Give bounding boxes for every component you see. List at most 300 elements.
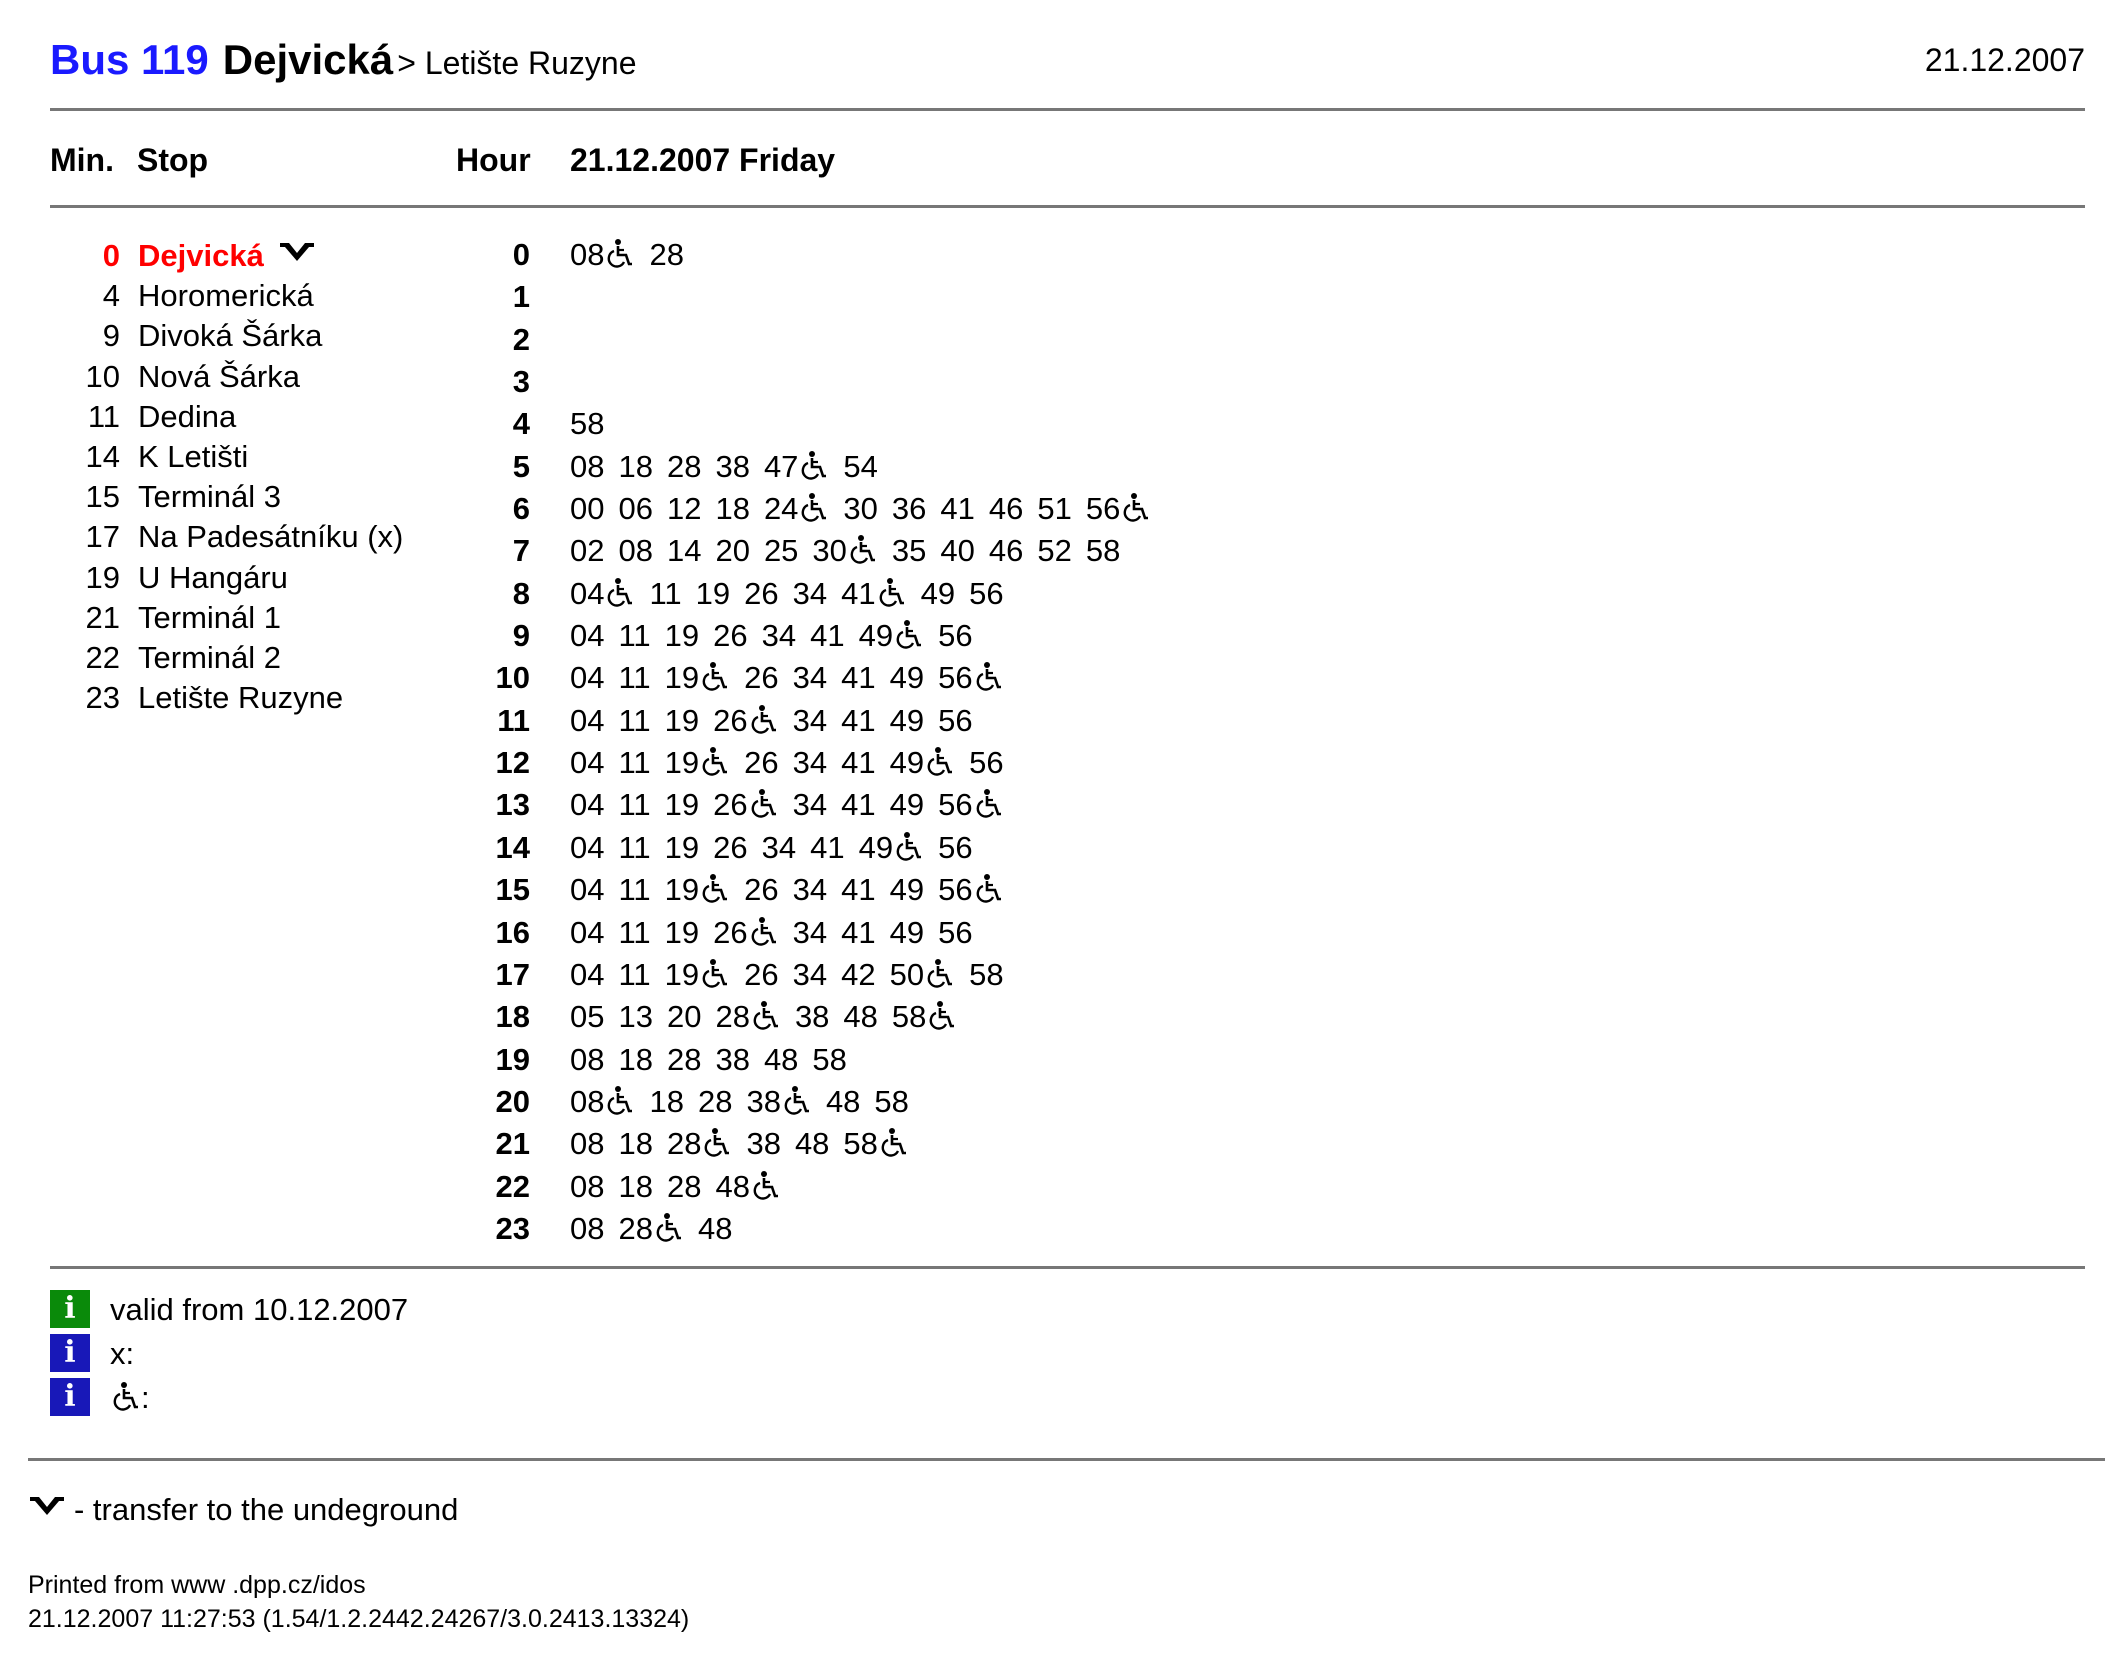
departure bbox=[1086, 488, 1151, 530]
departure-minutes bbox=[570, 1166, 795, 1208]
departure bbox=[570, 488, 604, 530]
departure bbox=[618, 1123, 652, 1165]
departure bbox=[843, 1123, 908, 1165]
departure-minute: 28 bbox=[649, 237, 684, 272]
stop-minutes: 23 bbox=[85, 680, 120, 716]
stop-name-text: Nová Šárka bbox=[138, 358, 300, 394]
departure bbox=[570, 446, 604, 488]
departure-minute: 38 bbox=[746, 1083, 781, 1119]
departure bbox=[841, 954, 875, 996]
wheelchair-icon bbox=[654, 1212, 684, 1244]
departure bbox=[841, 869, 875, 911]
departure bbox=[890, 912, 924, 954]
departure bbox=[713, 700, 778, 742]
hour-row bbox=[430, 361, 1930, 403]
departure-minute: 08 bbox=[618, 533, 653, 569]
hour-row bbox=[430, 1208, 1930, 1250]
departure bbox=[665, 615, 699, 657]
departure bbox=[921, 573, 955, 615]
departure bbox=[843, 996, 877, 1038]
departure bbox=[841, 912, 875, 954]
hour-row bbox=[430, 784, 1930, 826]
stop-minutes: 21 bbox=[85, 599, 120, 635]
departure-minute: 24 bbox=[763, 491, 799, 527]
hour-value: 23 bbox=[495, 1210, 530, 1246]
from-stop: Dejvická bbox=[222, 36, 394, 83]
departure-minute: 41 bbox=[841, 745, 876, 781]
departure bbox=[938, 912, 972, 954]
hour-row bbox=[430, 869, 1930, 911]
wheelchair-icon bbox=[925, 958, 955, 990]
departure bbox=[859, 827, 924, 869]
hour-value: 13 bbox=[495, 787, 530, 823]
departure-minute: 56 bbox=[969, 575, 1004, 611]
departure-minute: 34 bbox=[792, 745, 828, 781]
departure-minute: 19 bbox=[695, 575, 731, 611]
departure bbox=[764, 488, 829, 530]
departure bbox=[665, 742, 730, 784]
hour-value: 0 bbox=[512, 237, 530, 272]
departure bbox=[793, 784, 827, 826]
hour-value: 3 bbox=[512, 364, 530, 400]
stop-name bbox=[138, 236, 316, 276]
stop-minutes: 14 bbox=[85, 438, 120, 474]
departure-table bbox=[430, 234, 1930, 1250]
stop-row bbox=[60, 477, 460, 517]
departure-minute: 11 bbox=[618, 745, 651, 781]
departure-minute: 26 bbox=[744, 660, 779, 696]
stop-name-text: Horomerická bbox=[138, 278, 314, 314]
departure bbox=[940, 530, 974, 572]
departure-minute: 26 bbox=[744, 745, 779, 781]
departure-minute: 48 bbox=[715, 1168, 750, 1204]
departure-minute: 08 bbox=[570, 1210, 605, 1246]
departure-minute: 35 bbox=[891, 533, 927, 569]
wheelchair-icon bbox=[700, 958, 730, 990]
departure-minute: 26 bbox=[713, 914, 748, 950]
departure bbox=[715, 446, 749, 488]
note-text bbox=[110, 1334, 134, 1374]
departure bbox=[795, 1123, 829, 1165]
timetable-header bbox=[50, 30, 637, 93]
stop-name bbox=[138, 558, 288, 598]
departure-minute: 28 bbox=[715, 999, 750, 1035]
departure-minute: 19 bbox=[664, 618, 700, 654]
departure bbox=[843, 446, 877, 488]
hour-value: 5 bbox=[512, 448, 530, 484]
stop-minutes: 19 bbox=[85, 559, 120, 595]
hour-value: 6 bbox=[512, 491, 530, 527]
stop-minutes: 11 bbox=[87, 398, 120, 434]
departure-minute: 34 bbox=[792, 702, 828, 738]
departure-minute: 04 bbox=[570, 702, 605, 738]
wheelchair-icon bbox=[749, 704, 779, 736]
hour-row bbox=[430, 234, 1930, 276]
departure bbox=[746, 1081, 811, 1123]
stop-name-text: Divoká Šárka bbox=[138, 318, 323, 354]
stop-minutes: 10 bbox=[85, 358, 120, 394]
departure bbox=[667, 488, 701, 530]
stop-name bbox=[138, 678, 343, 718]
departure-minute: 41 bbox=[841, 914, 876, 950]
departure bbox=[570, 1039, 604, 1081]
departure bbox=[667, 446, 701, 488]
wheelchair-icon bbox=[927, 1000, 957, 1032]
departure-minutes bbox=[570, 1208, 746, 1250]
stop-row bbox=[60, 276, 460, 316]
departure-minute: 58 bbox=[1085, 533, 1121, 569]
departure-minute: 19 bbox=[664, 660, 700, 696]
departure-minute: 26 bbox=[744, 575, 779, 611]
departure bbox=[618, 827, 650, 869]
hour-value: 22 bbox=[495, 1168, 530, 1204]
departure-minute: 41 bbox=[841, 872, 876, 908]
departure-minute: 34 bbox=[792, 787, 828, 823]
departure bbox=[715, 1039, 749, 1081]
stop-minutes: 17 bbox=[85, 519, 120, 555]
departure-minute: 11 bbox=[618, 787, 651, 823]
stop-name bbox=[138, 477, 281, 517]
header-date: 21.12.2007 bbox=[1924, 42, 2085, 78]
departure-minute: 49 bbox=[858, 829, 894, 865]
departure-minute: 41 bbox=[810, 618, 845, 654]
hour-value: 8 bbox=[512, 575, 530, 611]
hour-row bbox=[430, 1166, 1930, 1208]
departure bbox=[618, 446, 652, 488]
wheelchair-icon bbox=[1121, 492, 1151, 524]
departure-minute: 48 bbox=[763, 1041, 799, 1077]
departure-minute: 56 bbox=[969, 745, 1004, 781]
departure-minute: 12 bbox=[666, 491, 702, 527]
departure bbox=[618, 615, 650, 657]
departure-minute: 46 bbox=[988, 533, 1024, 569]
departure-minute: 14 bbox=[666, 533, 702, 569]
departure bbox=[841, 700, 875, 742]
departure-minutes bbox=[570, 700, 987, 742]
notes-divider bbox=[28, 1458, 2105, 1461]
departure-minute: 28 bbox=[697, 1083, 733, 1119]
departure-minute: 13 bbox=[618, 999, 653, 1035]
departure bbox=[793, 954, 827, 996]
hour-row bbox=[430, 912, 1930, 954]
departure bbox=[969, 742, 1003, 784]
departure bbox=[892, 488, 926, 530]
departure bbox=[570, 912, 604, 954]
departure-minute: 58 bbox=[843, 1126, 878, 1162]
departure-minutes bbox=[570, 1123, 923, 1165]
departure-minute: 34 bbox=[761, 618, 797, 654]
departure-minute: 28 bbox=[666, 1126, 702, 1162]
to-stop: > Letište Ruzyne bbox=[397, 45, 637, 81]
departure bbox=[570, 700, 604, 742]
hour-value: 20 bbox=[495, 1083, 530, 1119]
departure-minute: 48 bbox=[843, 999, 878, 1035]
departure-minute: 38 bbox=[794, 999, 830, 1035]
departure-minutes bbox=[570, 530, 1134, 572]
departure-minute: 49 bbox=[889, 745, 925, 781]
wheelchair-icon bbox=[700, 661, 730, 693]
hour-row bbox=[430, 1123, 1930, 1165]
departure-minute: 56 bbox=[938, 618, 973, 654]
departure-minute: 11 bbox=[618, 660, 651, 696]
departure bbox=[618, 657, 650, 699]
departure-minutes bbox=[570, 784, 1018, 826]
stop-name-text: K Letišti bbox=[138, 438, 249, 474]
metro-transfer-icon bbox=[28, 1494, 66, 1516]
departure bbox=[665, 869, 730, 911]
departure bbox=[618, 1039, 652, 1081]
hour-value: 14 bbox=[495, 829, 530, 865]
departure-minute: 26 bbox=[713, 702, 748, 738]
departure-minute: 04 bbox=[570, 575, 605, 611]
departure bbox=[744, 573, 778, 615]
stop-name-text: Terminál 2 bbox=[138, 639, 281, 675]
departure-minute: 19 bbox=[664, 956, 700, 992]
departure-minute: 19 bbox=[664, 702, 700, 738]
departure bbox=[762, 827, 796, 869]
departure-minute: 58 bbox=[570, 406, 605, 442]
departure bbox=[570, 869, 604, 911]
departure-minute: 26 bbox=[713, 618, 748, 654]
departure bbox=[667, 1123, 732, 1165]
table-divider bbox=[50, 1266, 2085, 1269]
departure bbox=[938, 700, 972, 742]
departure-minute: 08 bbox=[570, 448, 605, 484]
departure bbox=[1037, 488, 1071, 530]
departure bbox=[969, 954, 1003, 996]
departure bbox=[938, 827, 972, 869]
departure-minute: 04 bbox=[570, 745, 605, 781]
departure bbox=[762, 615, 796, 657]
departure-minute: 54 bbox=[843, 448, 878, 484]
departure-minute: 00 bbox=[570, 491, 605, 527]
hour-value: 2 bbox=[512, 321, 530, 357]
departure bbox=[665, 784, 699, 826]
departure-minute: 05 bbox=[570, 999, 605, 1035]
note-text bbox=[110, 1290, 408, 1330]
departure-minute: 30 bbox=[843, 491, 878, 527]
stop-row bbox=[60, 236, 460, 276]
departure-minutes bbox=[570, 912, 987, 954]
departure bbox=[859, 615, 924, 657]
departure bbox=[938, 869, 1003, 911]
departure-minute: 26 bbox=[744, 872, 779, 908]
hour-row bbox=[430, 954, 1930, 996]
departure-minute: 49 bbox=[920, 575, 956, 611]
departure bbox=[890, 784, 924, 826]
departure bbox=[795, 996, 829, 1038]
stop-name bbox=[138, 638, 281, 678]
departure-minutes bbox=[570, 403, 618, 445]
departure-minute: 56 bbox=[938, 914, 973, 950]
departure-minute: 47 bbox=[763, 448, 799, 484]
departure bbox=[667, 996, 701, 1038]
stop-row bbox=[60, 558, 460, 598]
info-icon: i bbox=[50, 1334, 90, 1372]
departure-minute: 02 bbox=[570, 533, 605, 569]
departure-minute: 58 bbox=[969, 956, 1004, 992]
departure-minute: 19 bbox=[664, 745, 700, 781]
wheelchair-icon bbox=[925, 746, 955, 778]
departure-minute: 11 bbox=[618, 829, 651, 865]
departure-minute: 04 bbox=[570, 660, 605, 696]
departure bbox=[618, 784, 650, 826]
departure bbox=[713, 784, 778, 826]
wheelchair-icon bbox=[749, 788, 779, 820]
departure-minute: 11 bbox=[618, 956, 651, 992]
departure bbox=[715, 530, 749, 572]
departure-minute: 11 bbox=[618, 872, 651, 908]
departure bbox=[744, 657, 778, 699]
departure bbox=[969, 573, 1003, 615]
legend bbox=[28, 1490, 458, 1530]
note-text bbox=[110, 1378, 150, 1418]
departure-minute: 18 bbox=[618, 1168, 653, 1204]
hour-value: 11 bbox=[497, 702, 530, 738]
stop-minutes: 9 bbox=[102, 318, 120, 354]
departure-minute: 28 bbox=[666, 1041, 702, 1077]
departure-minute: 38 bbox=[746, 1126, 781, 1162]
departure bbox=[764, 446, 829, 488]
departure-minute: 34 bbox=[792, 575, 828, 611]
departure-minute: 51 bbox=[1037, 491, 1072, 527]
departure bbox=[618, 1166, 652, 1208]
departure-minute: 58 bbox=[891, 999, 927, 1035]
hour-row bbox=[430, 446, 1930, 488]
hour-value: 10 bbox=[495, 660, 530, 696]
departure bbox=[570, 1166, 604, 1208]
departure bbox=[793, 573, 827, 615]
wheelchair-icon bbox=[751, 1170, 781, 1202]
wheelchair-icon bbox=[111, 1381, 141, 1413]
departure-minutes bbox=[570, 827, 987, 869]
hour-value: 19 bbox=[495, 1041, 530, 1077]
wheelchair-icon bbox=[974, 873, 1004, 905]
departure bbox=[570, 996, 604, 1038]
departure-minutes bbox=[570, 1039, 861, 1081]
hour-row bbox=[430, 827, 1930, 869]
departure bbox=[764, 1039, 798, 1081]
departure-minute: 04 bbox=[570, 829, 605, 865]
hour-value: 15 bbox=[495, 872, 530, 908]
departure-minute: 41 bbox=[841, 660, 876, 696]
wheelchair-icon bbox=[894, 831, 924, 863]
wheelchair-icon bbox=[877, 577, 907, 609]
departure-minute: 11 bbox=[649, 575, 682, 611]
wheelchair-icon bbox=[879, 1127, 909, 1159]
departure bbox=[570, 530, 604, 572]
note-label: x: bbox=[110, 1336, 135, 1371]
departure-minute: 19 bbox=[664, 914, 700, 950]
wheelchair-icon bbox=[605, 1085, 635, 1117]
wheelchair-icon bbox=[799, 450, 829, 482]
hour-value: 7 bbox=[512, 533, 530, 569]
departure bbox=[841, 573, 906, 615]
stop-name-text: Dejvická bbox=[138, 238, 264, 273]
departure-minute: 56 bbox=[938, 829, 973, 865]
departure bbox=[744, 742, 778, 784]
departure-minute: 11 bbox=[618, 618, 651, 654]
stop-name bbox=[138, 517, 403, 557]
departure bbox=[812, 1039, 846, 1081]
departure bbox=[570, 1123, 604, 1165]
departure bbox=[793, 912, 827, 954]
departure bbox=[570, 1081, 635, 1123]
departure bbox=[570, 403, 604, 445]
departure bbox=[793, 742, 827, 784]
departure-minutes bbox=[570, 1081, 923, 1123]
column-hour: Hour bbox=[456, 142, 531, 178]
stop-name-text: Letište Ruzyne bbox=[138, 680, 344, 716]
wheelchair-icon bbox=[848, 534, 878, 566]
departure bbox=[618, 742, 650, 784]
departure-minute: 49 bbox=[889, 660, 925, 696]
stop-row bbox=[60, 638, 460, 678]
wheelchair-icon bbox=[782, 1085, 812, 1117]
departure-minute: 49 bbox=[889, 872, 925, 908]
departure-minute: 50 bbox=[889, 956, 925, 992]
wheelchair-icon bbox=[749, 916, 779, 948]
departure-minute: 56 bbox=[938, 787, 973, 823]
departure bbox=[890, 742, 955, 784]
departure-minute: 08 bbox=[570, 237, 605, 272]
departure-minute: 30 bbox=[812, 533, 847, 569]
departure-minute: 28 bbox=[666, 1168, 702, 1204]
stop-name bbox=[138, 357, 300, 397]
departure-minute: 41 bbox=[841, 702, 876, 738]
columns-divider bbox=[50, 205, 2085, 208]
departure-minutes bbox=[570, 996, 971, 1038]
departure bbox=[812, 530, 877, 572]
hour-value: 9 bbox=[512, 618, 530, 654]
print-timestamp: 21.12.2007 11:27:53 (1.54/1.2.2442.24267/3.0.2413.13324) bbox=[28, 1605, 690, 1633]
departure bbox=[570, 234, 635, 276]
departure-minute: 19 bbox=[664, 787, 700, 823]
hour-row bbox=[430, 319, 1930, 361]
departure bbox=[940, 488, 974, 530]
departure-minute: 52 bbox=[1037, 533, 1072, 569]
stop-minutes: 15 bbox=[85, 479, 120, 515]
departure bbox=[744, 869, 778, 911]
departure bbox=[618, 530, 652, 572]
departure bbox=[841, 742, 875, 784]
bus-label: Bus 119 bbox=[50, 36, 209, 83]
departure bbox=[618, 700, 650, 742]
departure bbox=[793, 657, 827, 699]
departure bbox=[744, 954, 778, 996]
departure bbox=[826, 1081, 860, 1123]
departure bbox=[715, 488, 749, 530]
departure-minute: 19 bbox=[664, 829, 700, 865]
wheelchair-icon bbox=[700, 873, 730, 905]
departure-minutes bbox=[570, 954, 1018, 996]
hour-value: 4 bbox=[512, 406, 530, 442]
departure-minute: 34 bbox=[792, 956, 828, 992]
departure bbox=[989, 530, 1023, 572]
departure bbox=[570, 954, 604, 996]
stop-name bbox=[138, 316, 322, 356]
departure bbox=[618, 912, 650, 954]
stop-name-text: Dedina bbox=[138, 398, 237, 434]
departure-minute: 08 bbox=[570, 1126, 605, 1162]
metro-transfer-icon bbox=[278, 240, 316, 262]
departure bbox=[665, 912, 699, 954]
departure bbox=[713, 912, 778, 954]
stop-name-text: Terminál 3 bbox=[138, 479, 281, 515]
departure bbox=[649, 1081, 683, 1123]
wheelchair-icon bbox=[894, 619, 924, 651]
departure-minute: 26 bbox=[744, 956, 779, 992]
